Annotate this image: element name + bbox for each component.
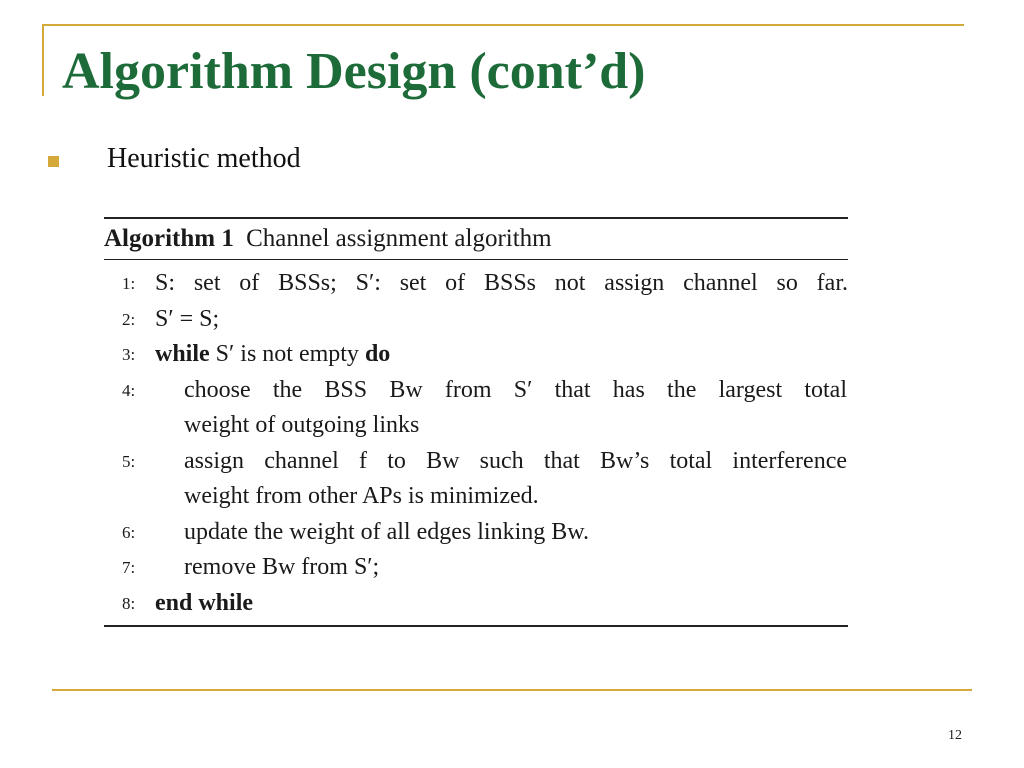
algorithm-header	[104, 219, 848, 259]
algorithm-bottom-rule	[104, 625, 848, 627]
slide-page-number: 12	[948, 728, 962, 743]
line-number: 3:	[122, 345, 136, 364]
slide-title: Algorithm Design (cont’d)	[62, 43, 646, 100]
line-text: remove Bw from S′;	[184, 554, 380, 580]
algorithm-line-4	[104, 373, 848, 409]
bottom-border-line	[52, 689, 972, 691]
line-number: 6:	[122, 522, 136, 542]
algorithm-line-1	[104, 266, 848, 302]
line-text: weight of outgoing links	[184, 412, 420, 438]
top-border-line	[42, 24, 964, 26]
algorithm-label: Algorithm 1	[104, 224, 234, 252]
line-number: 4:	[122, 380, 136, 400]
keyword-do: do	[364, 341, 391, 367]
algorithm-line-5	[104, 444, 848, 480]
line-number: 2:	[122, 309, 136, 329]
algorithm-box	[104, 217, 848, 627]
line-text: S: set of BSSs; S′: set of BSSs not assign channel so far.	[155, 270, 848, 296]
algorithm-line-3	[104, 337, 848, 373]
line-text: assign channel f to Bw such that Bw’s total interference	[184, 447, 847, 474]
algorithm-caption: Channel assignment algorithm	[246, 224, 552, 252]
line-number: 7:	[122, 558, 136, 577]
keyword-while: while	[155, 341, 210, 367]
line-text: weight from other APs is minimized.	[184, 483, 539, 509]
line-text: choose the BSS Bw from S′ that has the largest total	[184, 376, 847, 403]
line-number: 8:	[122, 593, 136, 613]
algorithm-line-8	[104, 586, 848, 622]
bullet-square-icon	[48, 156, 59, 167]
line-number: 1:	[122, 274, 136, 293]
algorithm-line-6	[104, 515, 848, 551]
keyword-end-while: end while	[155, 589, 254, 616]
algorithm-body	[104, 260, 848, 625]
line-number: 5:	[122, 451, 136, 471]
algorithm-line-4-continued	[104, 408, 848, 444]
bullet-text: Heuristic method	[107, 143, 301, 174]
algorithm-line-5-continued	[104, 479, 848, 515]
algorithm-line-7	[104, 550, 848, 586]
line-text: while S′ is not empty do	[155, 341, 391, 367]
line-text: S′ = S;	[155, 305, 220, 332]
left-border-line	[42, 24, 44, 96]
algorithm-line-2	[104, 302, 848, 338]
line-text: update the weight of all edges linking Bw.	[184, 518, 590, 545]
